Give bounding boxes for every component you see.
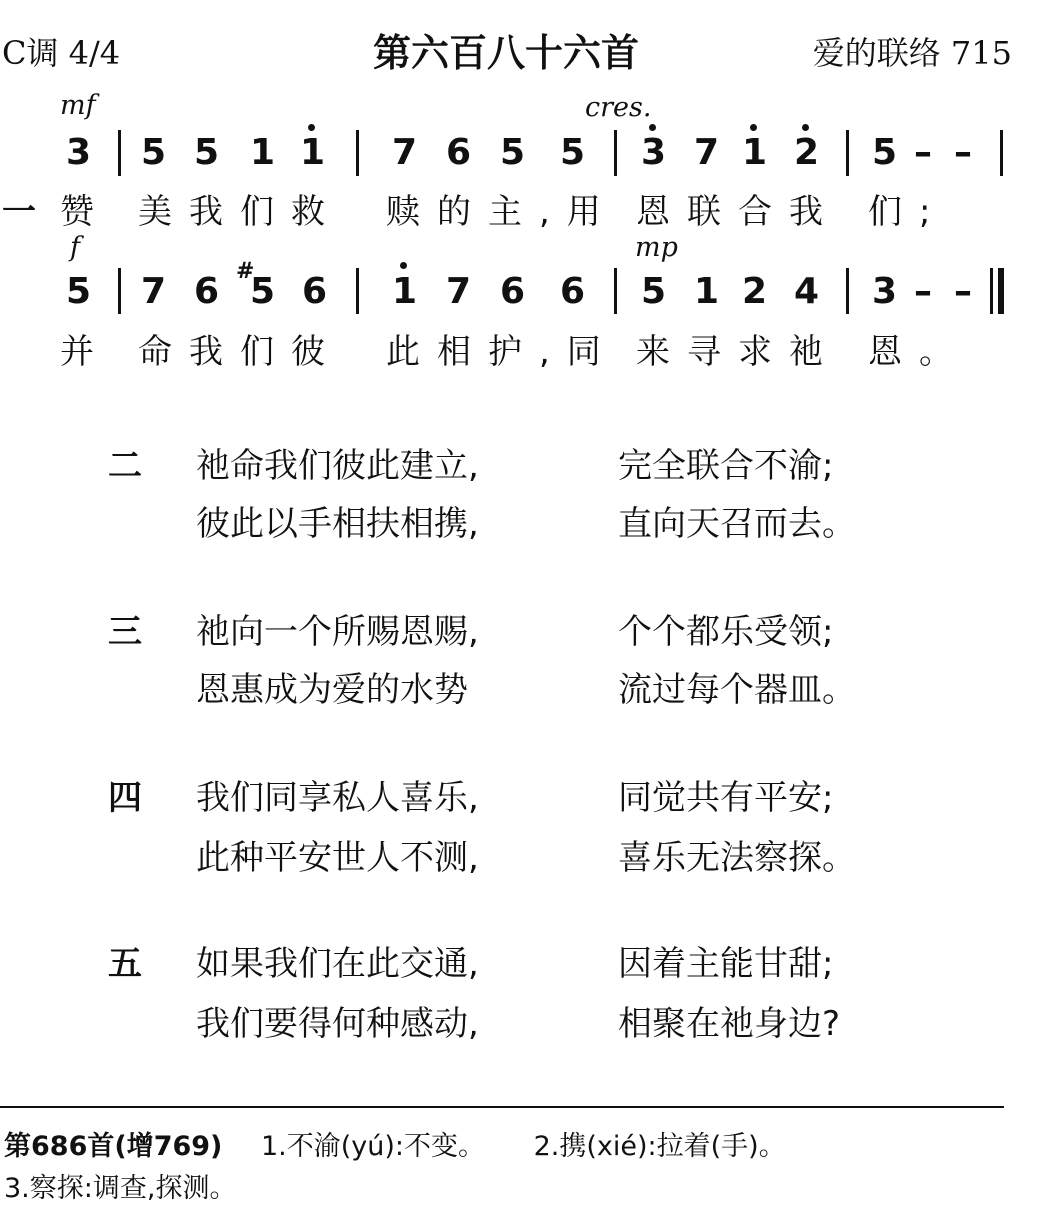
verse-line: 祂命我们彼此建立, (196, 446, 479, 486)
verse-number: 五 (108, 944, 142, 984)
note: 5 (641, 271, 667, 312)
hymn-reference: 爱的联络 715 (812, 34, 1012, 72)
footnote-line-2 (4, 1166, 236, 1205)
footnote-item: 1.不渝(yú):不变。 (261, 1131, 486, 1162)
note: 2 (742, 271, 768, 312)
dash: – (954, 132, 972, 173)
verse-line: 祂向一个所赐恩赐, (196, 612, 479, 652)
barline (1000, 130, 1003, 176)
note: 1 (392, 271, 418, 312)
dynamic-cres: cres. (585, 92, 652, 123)
footnote-item: 3.察探:调查,探测。 (4, 1173, 237, 1204)
verse-number: 四 (108, 778, 142, 818)
dynamic-mf: mf (60, 90, 96, 121)
note: 5 (141, 132, 167, 173)
verse-line: 如果我们在此交通, (196, 944, 479, 984)
verse-line: 相聚在祂身边? (618, 1004, 841, 1044)
note: 7 (141, 271, 167, 312)
verse-number: 二 (108, 446, 142, 486)
note: 4 (794, 271, 820, 312)
note: 6 (500, 271, 526, 312)
note: 5 (250, 271, 276, 312)
final-barline-thick (998, 268, 1004, 314)
footnote-ref: 第686首(增769) (4, 1131, 223, 1162)
note: 1 (250, 132, 276, 173)
octave-dot-high (649, 124, 656, 131)
note: 5 (872, 132, 898, 173)
verse-line: 因着主能甘甜; (618, 944, 834, 984)
barline (356, 268, 359, 314)
dynamic-mp: mp (635, 232, 678, 263)
dash: – (954, 271, 972, 312)
verse-line: 喜乐无法察探。 (618, 838, 856, 878)
note: 3 (872, 271, 898, 312)
barline (846, 268, 849, 314)
note: 6 (446, 132, 472, 173)
verse-number: 一 (2, 192, 36, 232)
barline (118, 268, 121, 314)
lyric-segment: 赎的主,用 (386, 192, 618, 232)
note: 3 (641, 132, 667, 173)
barline (614, 130, 617, 176)
dash: – (914, 271, 932, 312)
final-barline-thin (990, 268, 993, 314)
note: 7 (392, 132, 418, 173)
verse-line: 我们同享私人喜乐, (196, 778, 479, 818)
note: 2 (794, 132, 820, 173)
note: 1 (742, 132, 768, 173)
note: 5 (66, 271, 92, 312)
lyric-segment: 此相护,同 (386, 332, 618, 372)
verse-line: 直向天召而去。 (618, 504, 856, 544)
note: 5 (194, 132, 220, 173)
octave-dot-high (750, 124, 757, 131)
key-signature: C调 4/4 (2, 34, 121, 72)
octave-dot-high (802, 124, 809, 131)
note: 6 (302, 271, 328, 312)
verse-line: 彼此以手相扶相携, (196, 504, 479, 544)
lyric-syllable: 并 (60, 332, 94, 372)
barline (356, 130, 359, 176)
barline (614, 268, 617, 314)
verse-number: 三 (108, 612, 142, 652)
note: 7 (446, 271, 472, 312)
footnote-item: 2.携(xié):拉着(手)。 (533, 1131, 786, 1162)
note: 7 (694, 132, 720, 173)
note: 1 (694, 271, 720, 312)
verse-line: 恩惠成为爱的水势 (196, 670, 468, 710)
note: 6 (560, 271, 586, 312)
note: 5 (560, 132, 586, 173)
note: 5 (500, 132, 526, 173)
verse-line: 流过每个器皿。 (618, 670, 856, 710)
verse-line: 此种平安世人不测, (196, 838, 479, 878)
verse-line: 我们要得何种感动, (196, 1004, 479, 1044)
barline (118, 130, 121, 176)
lyric-segment: 命我们彼 (138, 332, 342, 372)
sharp-sign: # (236, 258, 255, 284)
note: 6 (194, 271, 220, 312)
barline (846, 130, 849, 176)
verse-line: 完全联合不渝; (618, 446, 834, 486)
octave-dot-high (308, 124, 315, 131)
hymn-title: 第六百八十六首 (372, 31, 639, 75)
footnote-divider (0, 1106, 1004, 1108)
verse-line: 同觉共有平安; (618, 778, 834, 818)
footnote-line-1 (4, 1124, 786, 1163)
verse-line: 个个都乐受领; (618, 612, 834, 652)
octave-dot-high (400, 262, 407, 269)
lyric-segment: 们; (868, 192, 948, 232)
lyric-segment: 来寻求祂 (636, 332, 840, 372)
note: 1 (300, 132, 326, 173)
lyric-segment: 恩。 (868, 332, 970, 372)
note: 3 (66, 132, 92, 173)
lyric-segment: 美我们救 (138, 192, 342, 232)
dynamic-f: f (70, 232, 80, 263)
lyric-syllable: 赞 (60, 192, 94, 232)
dash: – (914, 132, 932, 173)
lyric-segment: 恩联合我 (636, 192, 840, 232)
